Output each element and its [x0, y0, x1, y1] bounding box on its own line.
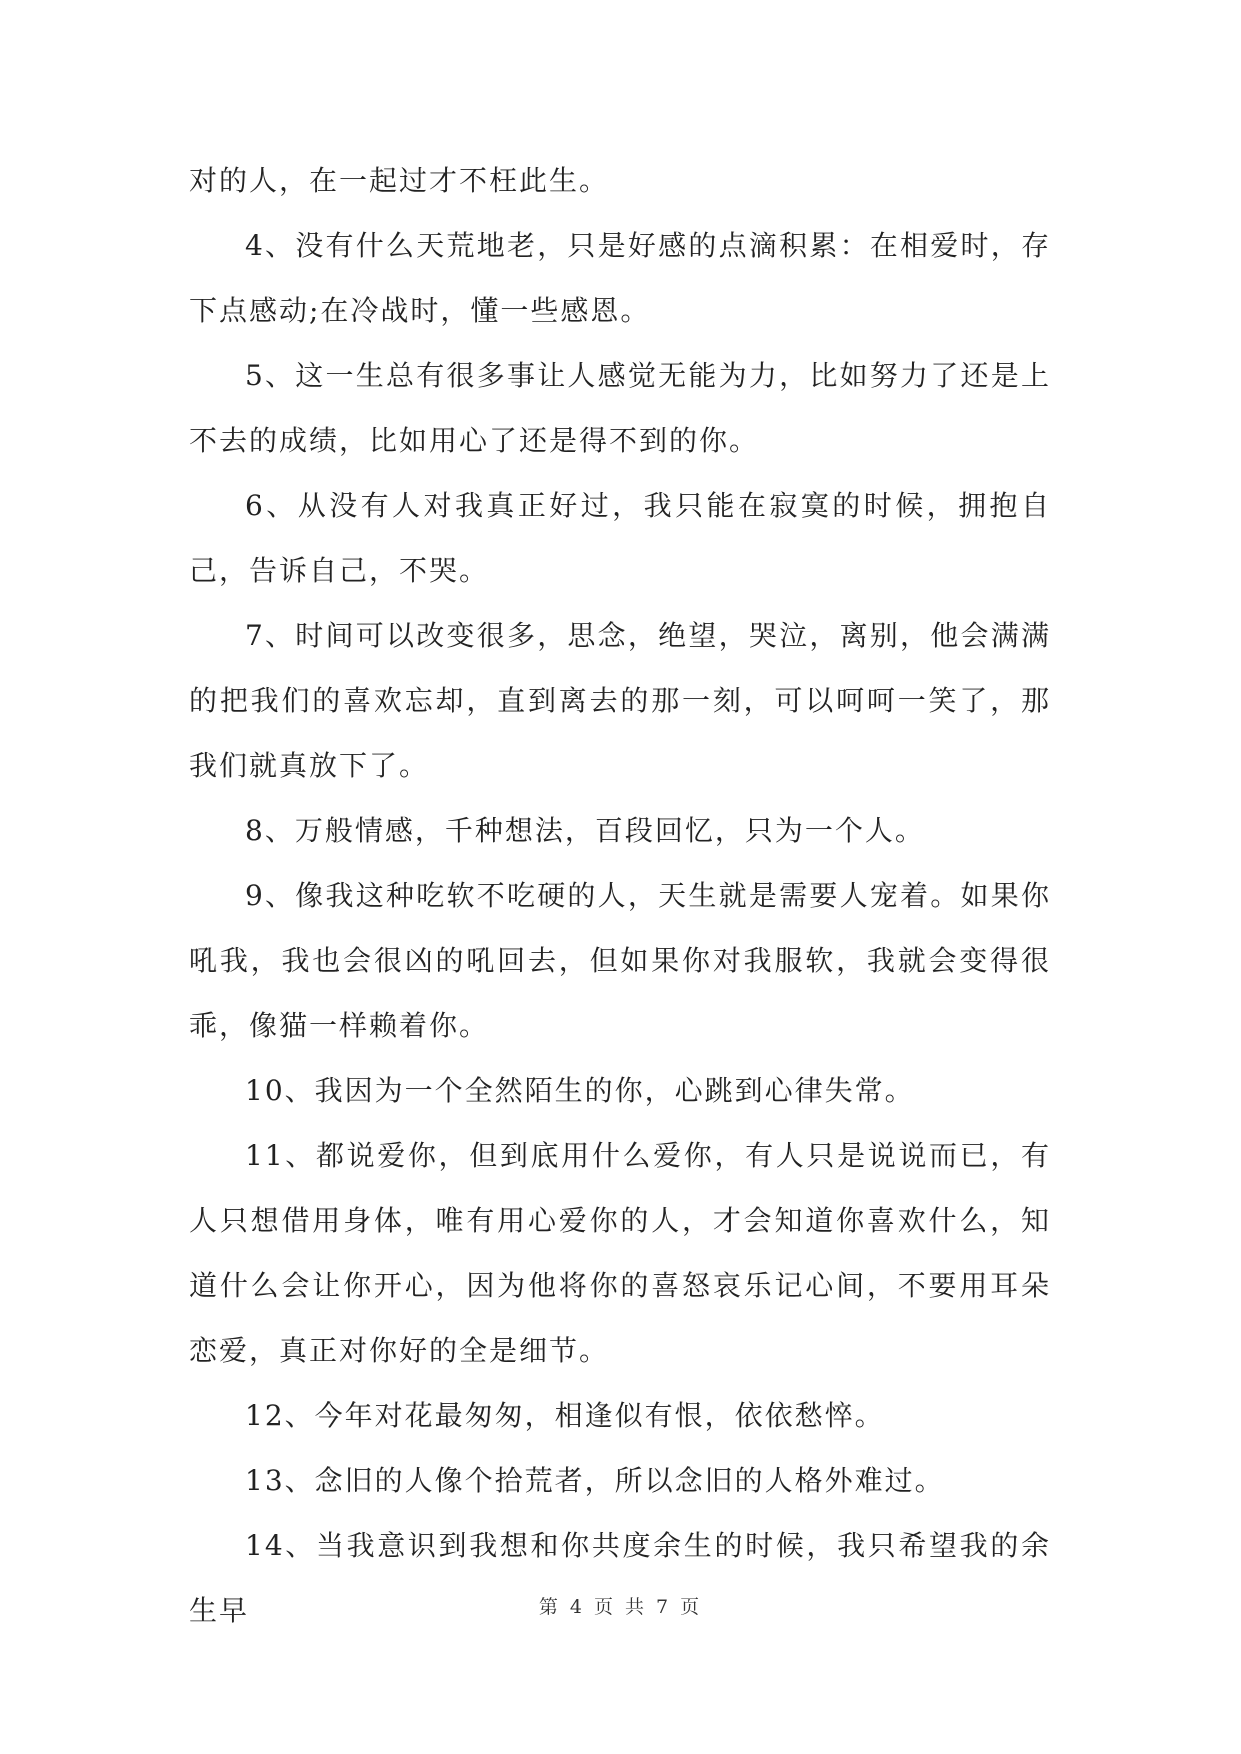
document-body	[189, 148, 1051, 1643]
paragraph-item-6: 6、从没有人对我真正好过，我只能在寂寞的时候，拥抱自己，告诉自己，不哭。	[189, 489, 1051, 587]
paragraph-item-12: 12、今年对花最匆匆，相逢似有恨，依依愁悴。	[245, 1399, 885, 1432]
paragraph-item-14: 14、当我意识到我想和你共度余生的时候，我只希望我的余生早	[189, 1529, 1051, 1627]
paragraph-item-9: 9、像我这种吃软不吃硬的人，天生就是需要人宠着。如果你吼我，我也会很凶的吼回去，但如果你对我服软，我就会变得很乖，像猫一样赖着你。	[189, 879, 1051, 1042]
paragraph-item-11: 11、都说爱你，但到底用什么爱你，有人只是说说而已，有人只想借用身体，唯有用心爱你的人，才会知道你喜欢什么，知道什么会让你开心，因为他将你的喜怒哀乐记心间，不要用耳朵恋爱，真正对你好的全是细节。	[189, 1139, 1051, 1367]
paragraph-continuation: 对的人，在一起过才不枉此生。	[189, 164, 610, 197]
paragraph-item-13: 13、念旧的人像个拾荒者，所以念旧的人格外难过。	[245, 1464, 945, 1497]
paragraph-item-5: 5、这一生总有很多事让人感觉无能为力，比如努力了还是上不去的成绩，比如用心了还是得不到的你。	[189, 359, 1051, 457]
paragraph-item-4: 4、没有什么天荒地老，只是好感的点滴积累：在相爱时，存下点感动;在冷战时，懂一些感恩。	[189, 229, 1051, 327]
paragraph-item-8: 8、万般情感，千种想法，百段回忆，只为一个人。	[245, 814, 925, 847]
paragraph-item-10: 10、我因为一个全然陌生的你，心跳到心律失常。	[245, 1074, 915, 1107]
page-number-footer: 第 4 页 共 7 页	[538, 1596, 703, 1618]
paragraph-item-7: 7、时间可以改变很多，思念，绝望，哭泣，离别，他会满满的把我们的喜欢忘却，直到离去的那一刻，可以呵呵一笑了，那我们就真放下了。	[189, 619, 1051, 782]
